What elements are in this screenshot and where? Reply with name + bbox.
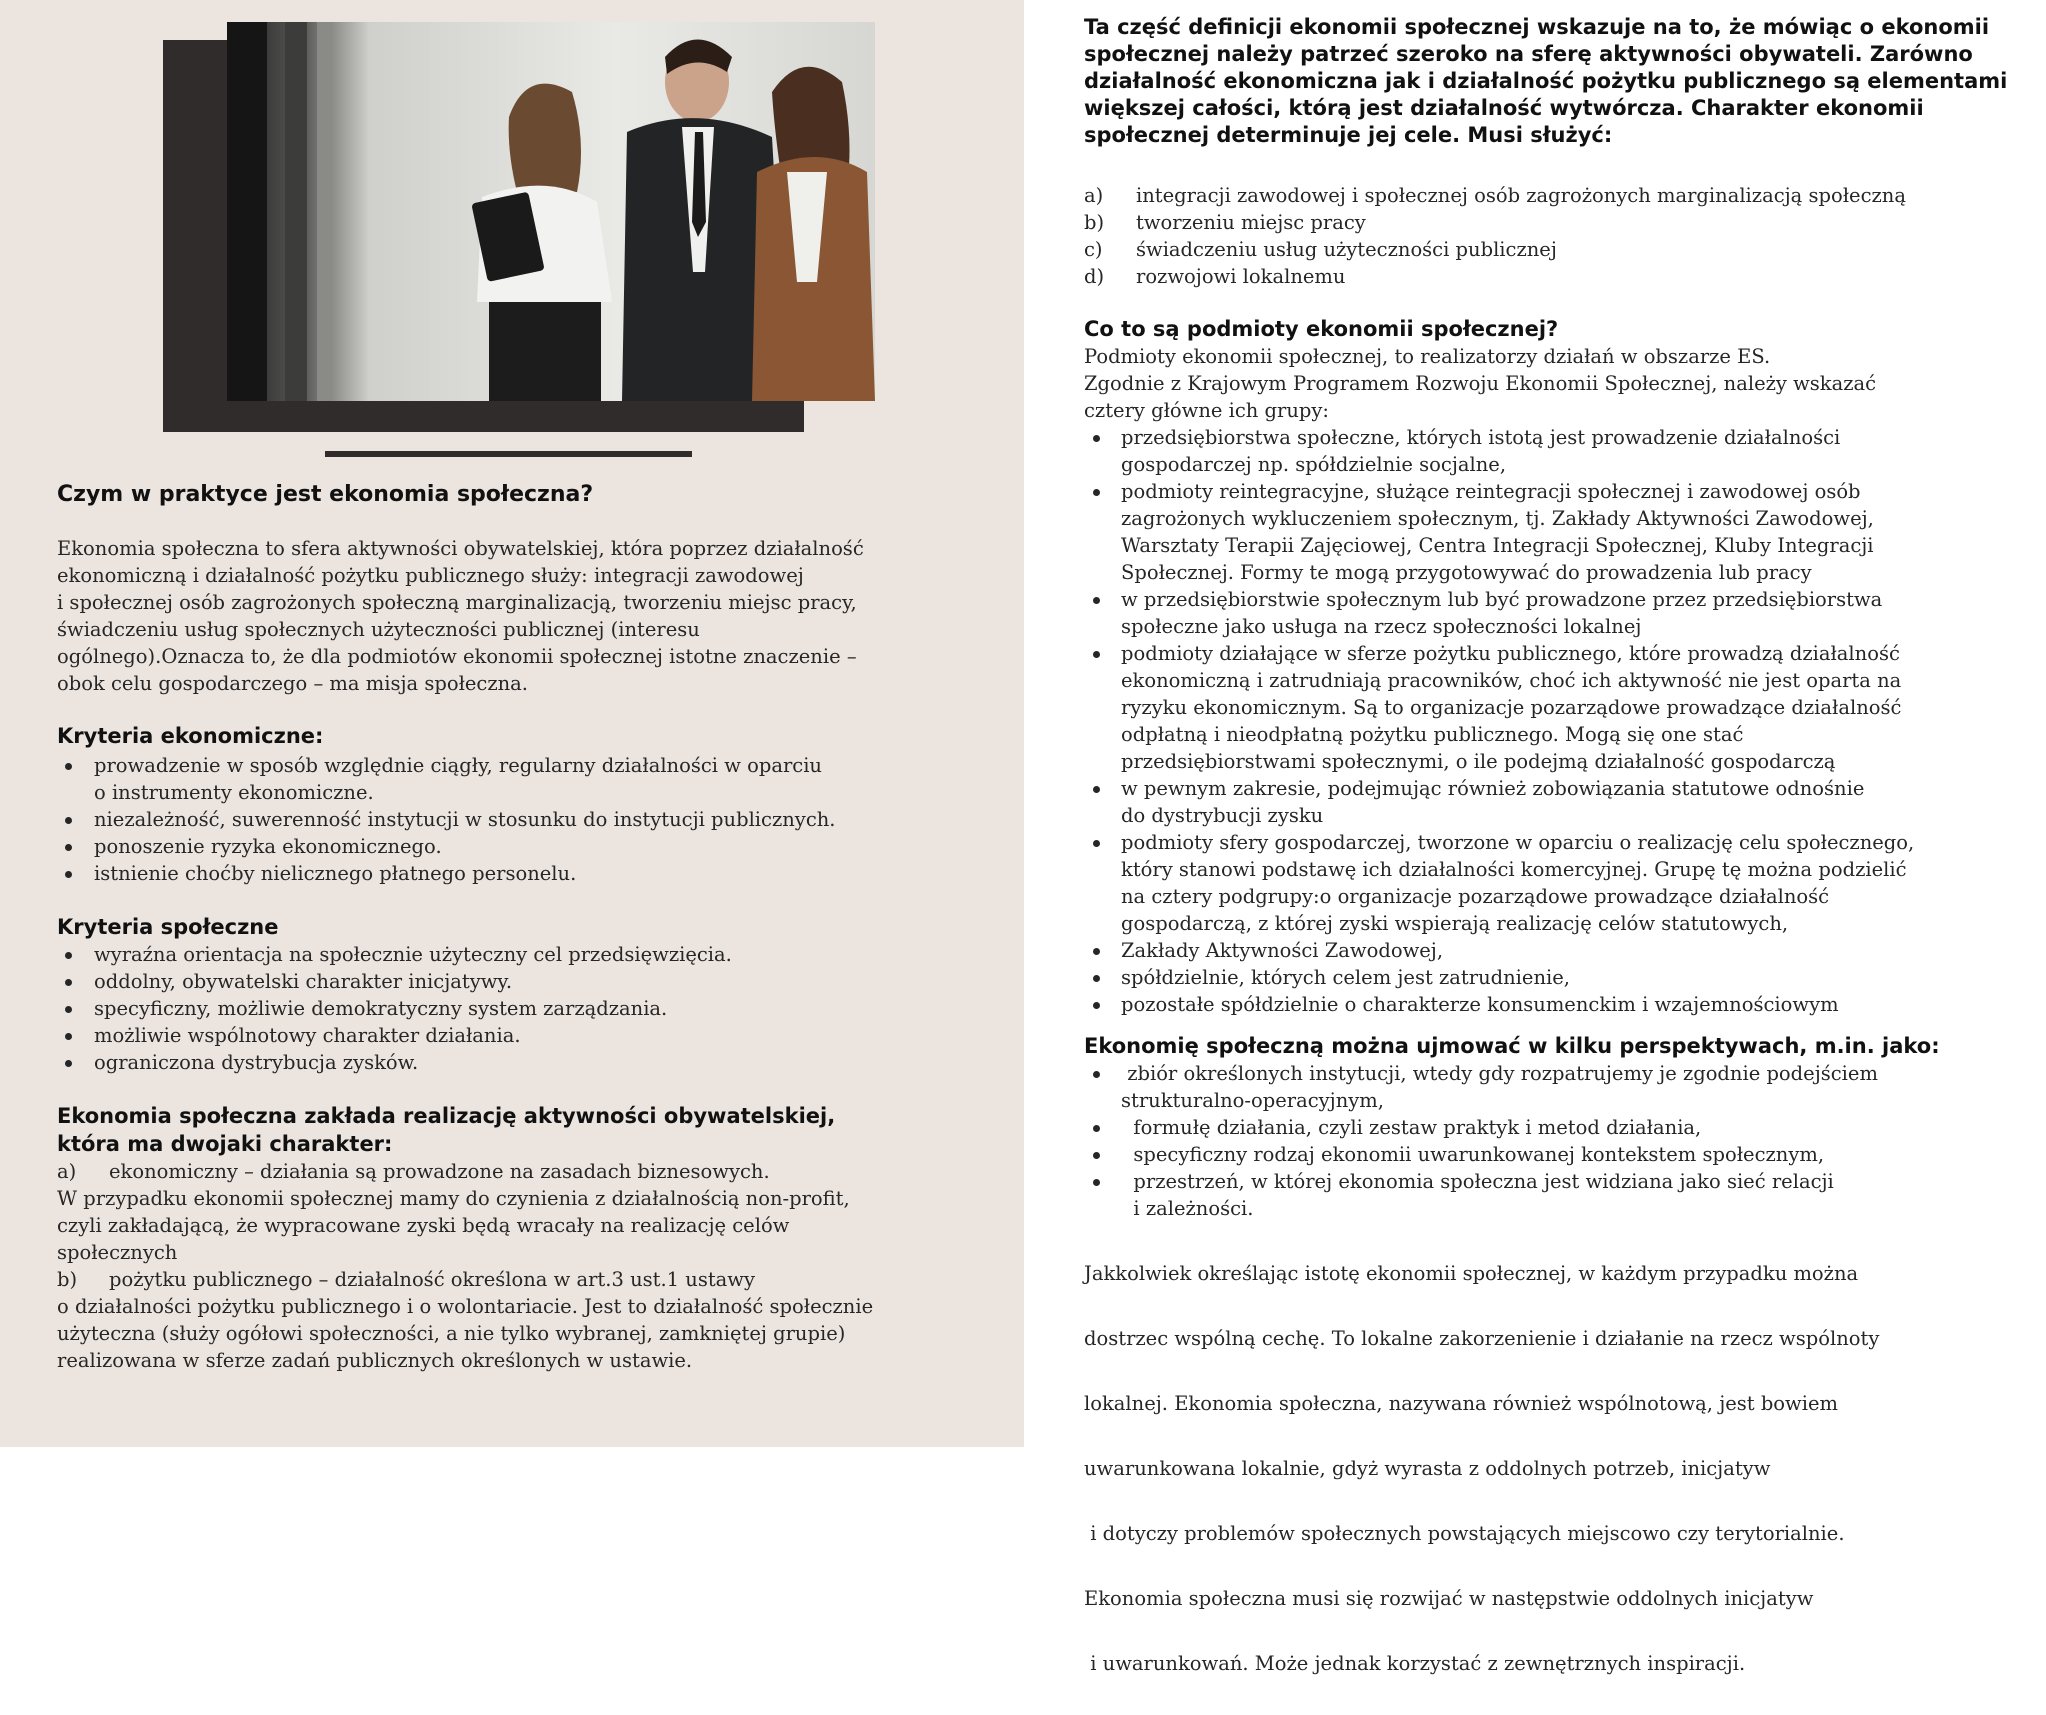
list-item-line: do dystrybucji zysku: [1121, 804, 1324, 827]
social-criteria-list: [57, 941, 997, 1076]
list-item-text: rozwojowi lokalnemu: [1136, 265, 1346, 288]
list-item: oddolny, obywatelski charakter inicjatywy.: [57, 968, 997, 995]
section-divider: [325, 451, 692, 457]
list-item-text: pożytku publicznego – działalność określona w art.3 ust.1 ustawy: [109, 1268, 756, 1291]
text-line: dostrzec wspólną cechę. To lokalne zakorzenienie i działanie na rzecz wspólnoty: [1084, 1327, 1880, 1350]
section-dual-character: [57, 1102, 997, 1374]
list-item: [1084, 640, 2034, 775]
list-item-line: gospodarczą, z której zyski wspierają realizację celów statutowych,: [1121, 912, 1789, 935]
text-line: użyteczna (służy ogółowi społeczności, a nie tylko wybranej, zamkniętej grupie): [57, 1322, 846, 1345]
text-line: o działalności pożytku publicznego i o wolontariacie. Jest to działalność społecznie: [57, 1295, 874, 1318]
list-item: [57, 752, 997, 806]
heading-perspectives: Ekonomię społeczną można ujmować w kilku perspektywach, m.in. jako:: [1084, 1034, 1940, 1058]
text-line: obok celu gospodarczego – ma misja społeczna.: [57, 672, 529, 695]
text-line: i społecznej osób zagrożonych społeczną marginalizacją, tworzeniu miejsc pracy,: [57, 591, 857, 614]
heading-entities: Co to są podmioty ekonomii społecznej?: [1084, 317, 1559, 341]
list-item-line: gospodarczej np. spółdzielnie socjalne,: [1121, 453, 1507, 476]
list-item-line: ekonomiczną i zatrudniają pracowników, choć ich aktywność nie jest oparta na: [1121, 669, 1902, 692]
list-item-line: zbiór określonych instytucji, wtedy gdy rozpatrujemy je zgodnie podejściem: [1121, 1062, 1878, 1085]
list-item-line: zagrożonych wykluczeniem społecznym, tj. Zakłady Aktywności Zawodowej,: [1121, 507, 1874, 530]
list-item-line: przestrzeń, w której ekonomia społeczna jest widziana jako sieć relacji: [1121, 1170, 1834, 1193]
entities-list: [1084, 424, 2034, 1018]
section-social-criteria: [57, 913, 997, 1076]
list-item: [1084, 478, 2034, 586]
list-item-line: w pewnym zakresie, podejmując również zobowiązania statutowe odnośnie: [1121, 777, 1865, 800]
text-line: i dotyczy problemów społecznych powstających miejscowo czy terytorialnie.: [1084, 1522, 1845, 1545]
text-line: społecznych: [57, 1241, 178, 1264]
heading-what-is-es: Czym w praktyce jest ekonomia społeczna?: [57, 482, 594, 507]
list-item-line: prowadzenie w sposób względnie ciągły, regularny działalności w oparciu: [94, 754, 822, 777]
list-item: [57, 806, 997, 833]
list-item-line: Społecznej. Formy te mogą przygotowywać do prowadzenia lub pracy: [1121, 561, 1812, 584]
list-marker: c): [1084, 238, 1103, 261]
intro-line: większej całości, którą jest działalność wytwórcza. Charakter ekonomii: [1084, 96, 1924, 120]
heading-social-criteria: Kryteria społeczne: [57, 915, 279, 939]
section-entities: [1084, 315, 2034, 1018]
list-item: [1084, 424, 2034, 478]
list-item: wyraźna orientacja na społecznie użyteczny cel przedsięwzięcia.: [57, 941, 997, 968]
heading-dual-character: Ekonomia społeczna zakłada realizację aktywności obywatelskiej,: [57, 1104, 836, 1128]
list-marker: b): [57, 1268, 78, 1291]
text-line: ogólnego).Oznacza to, że dla podmiotów ekonomii społecznej istotne znaczenie –: [57, 645, 857, 668]
list-item-line: społeczne jako usługa na rzecz społeczności lokalnej: [1121, 615, 1642, 638]
list-item: [1084, 775, 2034, 829]
photo-illustration: [227, 22, 875, 401]
list-item-line: Zakłady Aktywności Zawodowej,: [1121, 939, 1444, 962]
list-item-text: integracji zawodowej i społecznej osób zagrożonych marginalizacją społeczną: [1136, 184, 1906, 207]
dual-item-a: [57, 1158, 997, 1185]
list-item-line: specyficzny rodzaj ekonomii uwarunkowanej kontekstem społecznym,: [1121, 1143, 1825, 1166]
list-marker: d): [1084, 265, 1105, 288]
dual-item-b: [57, 1266, 997, 1293]
goals-list: [1084, 182, 2034, 290]
text-line: Podmioty ekonomii społecznej, to realizatorzy działań w obszarze ES.: [1084, 345, 1771, 368]
list-item-line: podmioty reintegracyjne, służące reintegracji społecznej i zawodowej osób: [1121, 480, 1861, 503]
list-item-line: na cztery podgrupy:o organizacje pozarządowe prowadzące działalność: [1121, 885, 1830, 908]
intro-line: społecznej determinuje jej cele. Musi służyć:: [1084, 123, 1613, 147]
list-item: [1084, 1060, 2034, 1114]
list-item: [1084, 1168, 2034, 1222]
text-line: realizowana w sferze zadań publicznych określonych w ustawie.: [57, 1349, 693, 1372]
list-item-line: odpłatną i nieodpłatną pożytku publicznego. Mogą się one stać: [1121, 723, 1744, 746]
business-people-photo: [227, 22, 875, 401]
heading-economic-criteria: Kryteria ekonomiczne:: [57, 724, 324, 748]
list-marker: a): [57, 1160, 77, 1183]
section-intro: [1084, 14, 2034, 149]
list-item-line: który stanowi podstawę ich działalności komercyjnej. Grupę tę można podzielić: [1121, 858, 1907, 881]
list-item: [57, 833, 997, 860]
text-line: świadczeniu usług społecznych użyteczności publicznej (interesu: [57, 618, 700, 641]
goal-item: [1084, 209, 2034, 236]
list-item-line: i zależności.: [1121, 1197, 1254, 1220]
text-line: cztery główne ich grupy:: [1084, 399, 1329, 422]
text-line: lokalnej. Ekonomia społeczna, nazywana również wspólnotową, jest bowiem: [1084, 1392, 1838, 1415]
list-item-line: o instrumenty ekonomiczne.: [94, 781, 374, 804]
list-item-text: tworzeniu miejsc pracy: [1136, 211, 1366, 234]
list-item-line: ponoszenie ryzyka ekonomicznego.: [94, 835, 442, 858]
intro-line: działalność ekonomiczna jak i działalność pożytku publicznego są elementami: [1084, 69, 2008, 93]
intro-line: Ta część definicji ekonomii społecznej wskazuje na to, że mówiąc o ekonomii: [1084, 15, 1990, 39]
list-item: [1084, 964, 2034, 991]
list-item-line: podmioty sfery gospodarczej, tworzone w oparciu o realizację celu społecznego,: [1121, 831, 1915, 854]
list-item-line: niezależność, suwerenność instytucji w stosunku do instytucji publicznych.: [94, 808, 836, 831]
list-item-line: pozostałe spółdzielnie o charakterze konsumenckim i wzajemnościowym: [1121, 993, 1839, 1016]
list-item-line: podmioty działające w sferze pożytku publicznego, które prowadzą działalność: [1121, 642, 1900, 665]
list-item: [1084, 937, 2034, 964]
text-line: ekonomiczną i działalność pożytku publicznego służy: integracji zawodowej: [57, 564, 804, 587]
list-item-line: formułę działania, czyli zestaw praktyk i metod działania,: [1121, 1116, 1702, 1139]
heading-dual-character-line2: która ma dwojaki charakter:: [57, 1132, 393, 1156]
list-item: [1084, 991, 2034, 1018]
text-line: i uwarunkowań. Może jednak korzystać z zewnętrznych inspiracji.: [1084, 1652, 1746, 1675]
list-item: specyficzny, możliwie demokratyczny system zarządzania.: [57, 995, 997, 1022]
text-line: Zgodnie z Krajowym Programem Rozwoju Ekonomii Społecznej, należy wskazać: [1084, 372, 1877, 395]
goal-item: [1084, 236, 2034, 263]
list-marker: a): [1084, 184, 1104, 207]
text-line: uwarunkowana lokalnie, gdyż wyrasta z oddolnych potrzeb, inicjatyw: [1084, 1457, 1771, 1480]
text-line: W przypadku ekonomii społecznej mamy do czynienia z działalnością non-profit,: [57, 1187, 850, 1210]
text-line: Ekonomia społeczna to sfera aktywności obywatelskiej, która poprzez działalność: [57, 537, 864, 560]
list-item-text: ekonomiczny – działania są prowadzone na zasadach biznesowych.: [109, 1160, 770, 1183]
list-item-line: ryzyku ekonomicznym. Są to organizacje pozarządowe prowadzące działalność: [1121, 696, 1902, 719]
perspectives-list: [1084, 1060, 2034, 1222]
intro-line: społecznej należy patrzeć szeroko na sferę aktywności obywateli. Zarówno: [1084, 42, 1973, 66]
list-item-line: przedsiębiorstwami społecznymi, o ile podejmą działalność gospodarczą: [1121, 750, 1836, 773]
section-economic-criteria: [57, 722, 997, 887]
text-line: Jakkolwiek określając istotę ekonomii społecznej, w każdym przypadku można: [1084, 1262, 1859, 1285]
list-item: [1084, 586, 2034, 640]
list-item: [1084, 1114, 2034, 1141]
list-item: [57, 860, 997, 887]
goal-item: [1084, 182, 2034, 209]
text-line: Ekonomia społeczna musi się rozwijać w następstwie oddolnych inicjatyw: [1084, 1587, 1814, 1610]
list-item-line: przedsiębiorstwa społeczne, których istotą jest prowadzenie działalności: [1121, 426, 1841, 449]
list-item-line: istnienie choćby nielicznego płatnego personelu.: [94, 862, 577, 885]
list-item: ograniczona dystrybucja zysków.: [57, 1049, 997, 1076]
text-line: czyli zakładającą, że wypracowane zyski będą wracały na realizację celów: [57, 1214, 790, 1237]
section-perspectives: [1084, 1032, 2034, 1715]
list-item-line: w przedsiębiorstwie społecznym lub być prowadzone przez przedsiębiorstwa: [1121, 588, 1883, 611]
list-item-line: strukturalno-operacyjnym,: [1121, 1089, 1384, 1112]
economic-criteria-list: [57, 752, 997, 887]
section-what-is-es: [57, 480, 987, 510]
list-item: [1084, 1141, 2034, 1168]
list-item: [1084, 829, 2034, 937]
list-marker: b): [1084, 211, 1105, 234]
list-item-text: świadczeniu usług użyteczności publicznej: [1136, 238, 1557, 261]
goal-item: [1084, 263, 2034, 290]
list-item-line: Warsztaty Terapii Zajęciowej, Centra Integracji Społecznej, Kluby Integracji: [1121, 534, 1874, 557]
list-item: możliwie wspólnotowy charakter działania.: [57, 1022, 997, 1049]
closing-paragraph: [1084, 1222, 2034, 1715]
list-item-line: spółdzielnie, których celem jest zatrudnienie,: [1121, 966, 1570, 989]
paragraph-what-is-es: [57, 535, 997, 697]
